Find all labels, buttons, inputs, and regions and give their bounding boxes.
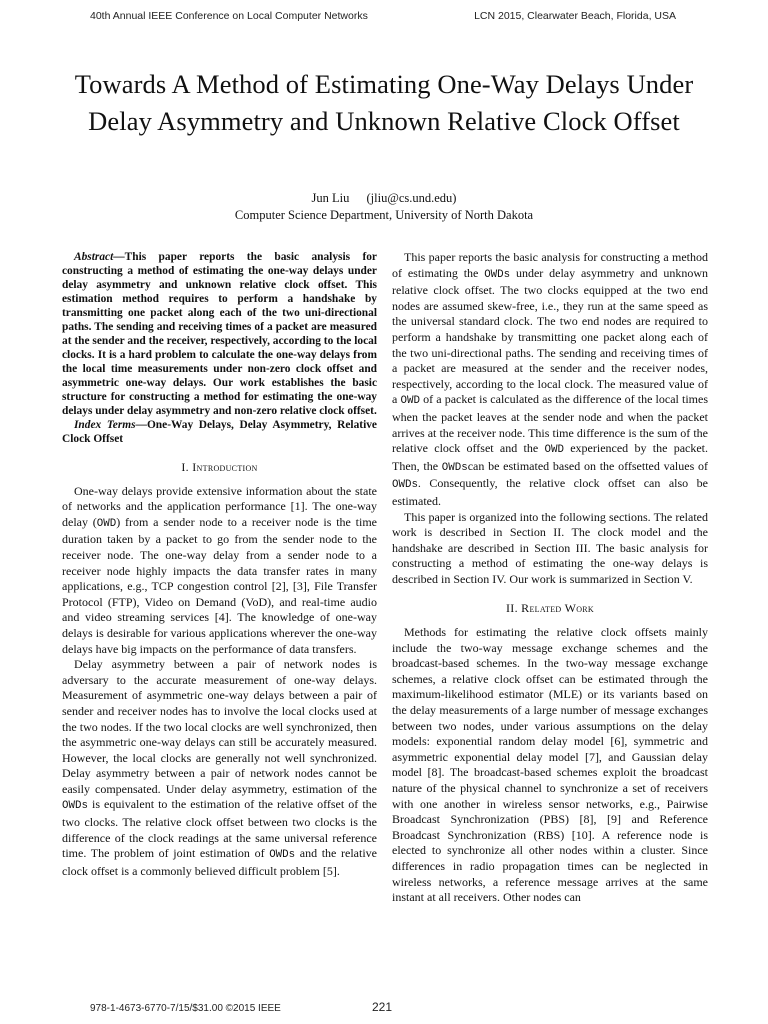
overview-text-a: This paper reports the basic analysis for constructing a method of estimating the (392, 250, 708, 280)
owds-abbrev: OWDs (392, 479, 418, 492)
overview-paragraph (392, 250, 708, 510)
running-header-right: LCN 2015, Clearwater Beach, Florida, USA (474, 10, 676, 22)
intro-p2-text-a: Delay asymmetry between a pair of network nodes is adversary to the accurate measurement of one-way delays. Measurement of asymmetric one-way delays between a pair of sender and receiver nodes has to involve the local clocks used at the two nodes. If the two local clocks are well synchronized, then the asymmetric one-way delays can still be accurately measured. However, the local clocks are generally not well synchronized. Delay asymmetry between a pair of network nodes cannot be easily compensated. Under delay asymmetry, estimation of the (62, 657, 377, 796)
right-column (392, 250, 708, 906)
index-terms-lead: Index Terms (74, 419, 136, 431)
author-block (0, 190, 768, 224)
owds-abbrev: OWDs (62, 800, 88, 813)
abstract-lead: Abstract (74, 251, 114, 263)
paper-title: Towards A Method of Estimating One-Way Delays Under Delay Asymmetry and Unknown Relative Clock Offset (74, 69, 694, 136)
overview-text-c: of a packet is calculated as the difference of the local times when the packet leaves at the sender node and when the packet arrives at the receiver node. This time difference is the sum of the relative clock offset and the (392, 392, 709, 456)
abstract (62, 250, 377, 418)
intro-p1-text-a: One-way delays provide extensive information about the state of networks and the application performance [1]. The one-way delay ( (62, 483, 377, 529)
index-terms-text: —One-Way Delays, Delay Asymmetry, Relative Clock Offset (62, 419, 377, 445)
section-title-introduction: I. Introduction (181, 460, 258, 474)
overview-text-b: under delay asymmetry and unknown relative clock offset. The two clocks equipped at the two end nodes are assumed skew-free, i.e., they run at the same speed as the universal standard clock. The two end nodes are required to perform a handshake by transmitting one packet along each of the two uni-directional paths. The sending and receiving times of a packet are measured at the sender and the receiver nodes, respectively, according to the local clock. The measured value of a (392, 265, 708, 407)
intro-p2-text-c: and the relative clock offset is a commonly believed difficult problem [5]. (62, 846, 377, 878)
owd-abbrev: OWD (96, 517, 117, 530)
intro-paragraph-2 (62, 657, 377, 879)
left-column (62, 250, 377, 879)
intro-p2-text-b: is equivalent to the estimation of the relative offset of the two clocks. The relative clock offset between two clocks is the difference of the clock readings at the same universal reference time. The problem of joint estimation of (62, 797, 377, 861)
author-name: Jun Liu (311, 191, 350, 205)
owds-abbrev: OWDs (441, 461, 468, 474)
author-affiliation: Computer Science Department, University of North Dakota (234, 208, 534, 222)
index-terms (62, 418, 377, 446)
organization-paragraph: This paper is organized into the following sections. The related work is described in Section II. The clock model and the handshake are described in Section III. The basic analysis for constructing a method of estimating the one-way delays is described in Section IV. Our work is summarized in Section V. (392, 509, 708, 586)
overview-text-e: can be estimated based on the offsetted values of (467, 458, 708, 473)
owds-abbrev: OWDs (269, 849, 296, 862)
abstract-text: —This paper reports the basic analysis for constructing a method of estimating the one-way delays under delay asymmetry and unknown relative clock offset. This estimation method requires to perform a handshake by transmitting one packet along each of the two uni-directional paths. The sending and receiving times of a packet are measured at the sender and the receiver, respectively, according to the local clocks. It is a hard problem to calculate the one-way delays from the local time measurements under non-zero clock offset and asymmetric one-way delays. Our work establishes the basic structure for constructing a method for estimating the one-way delays under delay asymmetry and non-zero relative clock offset. (62, 251, 377, 417)
page-number: 221 (372, 1000, 393, 1014)
author-email: (jliu@cs.und.edu) (366, 191, 457, 205)
owd-abbrev: OWD (400, 395, 420, 408)
overview-text-f: . Consequently, the relative clock offset can also be estimated. (392, 476, 708, 508)
section-title-related-work: II. Related Work (505, 601, 594, 616)
owd-abbrev: OWD (544, 444, 564, 457)
running-header-left: 40th Annual IEEE Conference on Local Computer Networks (90, 10, 368, 22)
intro-paragraph-1 (62, 484, 377, 658)
owds-abbrev: OWDs (484, 268, 511, 281)
copyright-footer: 978-1-4673-6770-7/15/$31.00 ©2015 IEEE (90, 1003, 281, 1014)
overview-text-d: experienced by the packet. Then, the (392, 441, 709, 473)
related-work-paragraph: Methods for estimating the relative clock offsets mainly include the two-way message exchange schemes and the broadcast-based schemes. In the two-way message exchange schemes, a relative clock offset can be estimated through the maximum-likelihood estimator (MLE) or its variants based on the delay measurements of a large number of message exchanges between two nodes, under various assumptions on the delay models: exponential random delay model [6], symmetric and asymmetric exponential delay model [7], and Gaussian delay model [8]. The broadcast-based schemes exploit the broadcast nature of the physical channel to synchronize a set of receivers with one another in wireless sensor networks, e.g., Pairwise Broadcast Synchronization (PBS) [8], [9] and Reference Broadcast Synchronization (RBS) [10]. A reference node is elected to synchronize all other nodes within a cluster. Since differences in radio propagation times can be neglected in wireless networks, a reference message arrives at the same instant at all receivers. Other nodes can (392, 625, 708, 905)
intro-p1-text-b: ) from a sender node to a receiver node is the time duration taken by a packet to go from the sender node to the receiver node. The one-way delay from a sender node to a receiver node highly impacts the data transfer rates in many applications, e.g., TCP congestion control [2], [3], File Transfer Protocol (FTP), Video on Demand (VoD), and real-time audio and video streaming services [4]. The knowledge of one-way delays is desirable for various applications wherever the one-way delays have big impacts on the performance of data transfers. (62, 514, 378, 656)
